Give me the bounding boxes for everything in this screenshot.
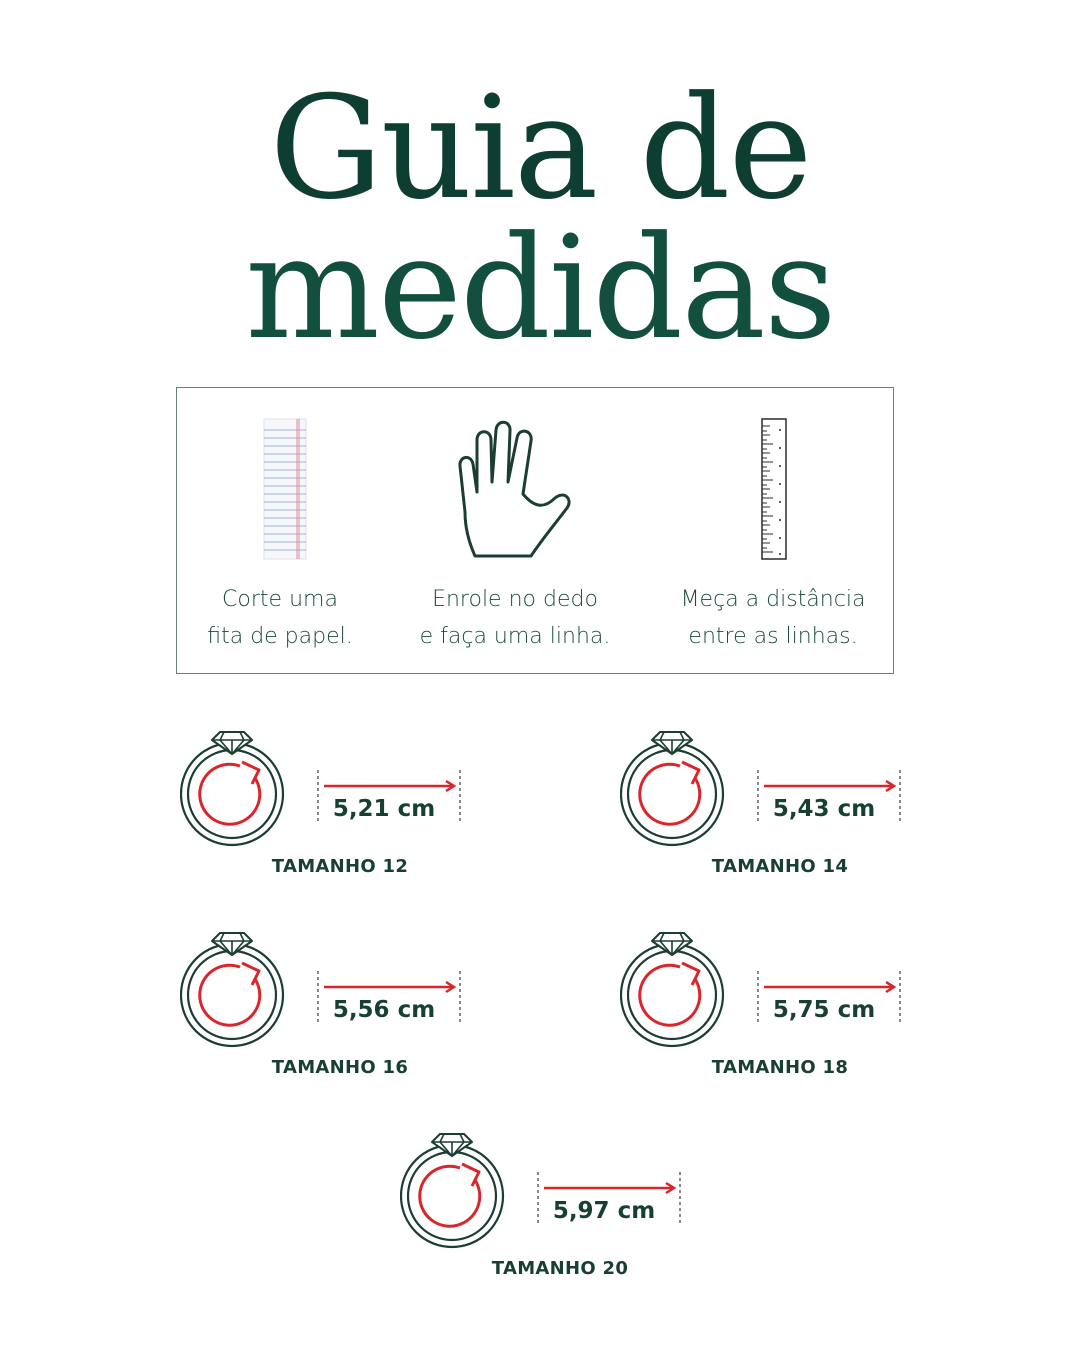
- hand-icon: [447, 420, 577, 560]
- ring-icon: [180, 919, 290, 1049]
- step-1-line-2: fita de papel.: [207, 624, 353, 649]
- size-item-20: [400, 1120, 700, 1300]
- measure-value: 5,21 cm: [332, 796, 436, 822]
- ring-icon: [620, 919, 730, 1049]
- measure-value: 5,75 cm: [772, 997, 876, 1023]
- size-label: TAMANHO 20: [491, 1258, 629, 1279]
- step-2-text: [395, 581, 635, 655]
- size-label: TAMANHO 14: [711, 856, 849, 877]
- step-3-line-2: entre as linhas.: [688, 624, 858, 649]
- size-item-14: [620, 718, 920, 898]
- size-label: TAMANHO 18: [711, 1057, 849, 1078]
- step-2-line-1: Enrole no dedo: [432, 587, 598, 612]
- step-2-line-2: e faça uma linha.: [419, 624, 611, 649]
- measure-value: 5,43 cm: [772, 796, 876, 822]
- ring-icon: [400, 1120, 510, 1250]
- page-title-line-1: Guia de: [269, 66, 811, 231]
- step-3-text: [653, 581, 893, 655]
- step-3-line-1: Meça a distância: [680, 587, 866, 612]
- step-1-line-1: Corte uma: [222, 587, 338, 612]
- step-1-text: [160, 581, 400, 655]
- size-label: TAMANHO 12: [271, 856, 409, 877]
- ring-icon: [180, 718, 290, 848]
- paper-strip-icon: [263, 418, 307, 560]
- instructions-box: [176, 387, 894, 674]
- ruler-icon: [761, 418, 787, 560]
- size-item-12: [180, 718, 480, 898]
- measure-value: 5,97 cm: [552, 1198, 656, 1224]
- ring-icon: [620, 718, 730, 848]
- measure-value: 5,56 cm: [332, 997, 436, 1023]
- size-label: TAMANHO 16: [271, 1057, 409, 1078]
- size-item-16: [180, 919, 480, 1099]
- size-item-18: [620, 919, 920, 1099]
- page-title-line-2: medidas: [245, 206, 835, 371]
